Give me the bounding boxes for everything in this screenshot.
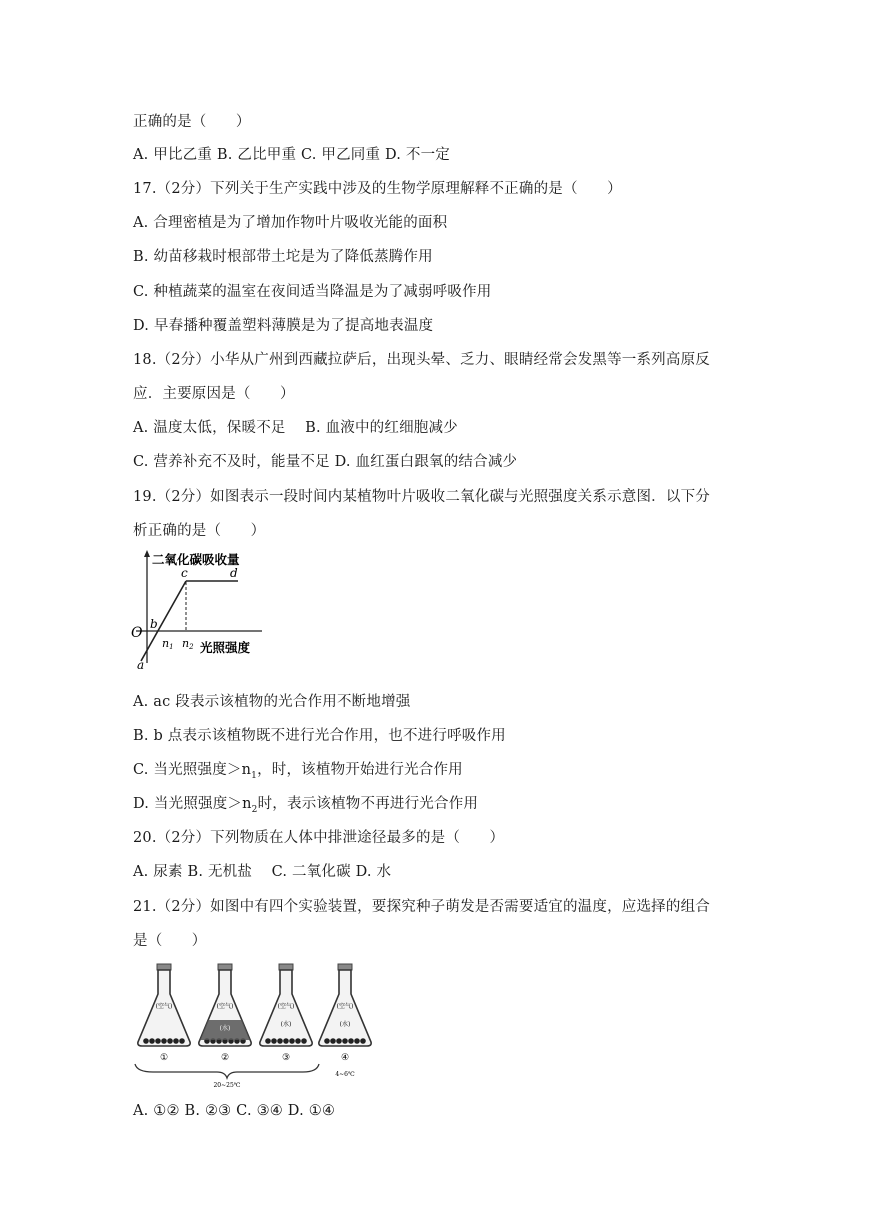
q19-option-d: D. 当光照强度$>n_2$时，表示该植物不再进行光合作用 [133,796,479,815]
point-a-label: a [137,658,145,672]
n1-label: n1 [162,637,174,651]
q19-stem: 19.（2分）如图表示一段时间内某植物叶片吸收二氧化碳与光照强度关系示意图．以下分 [133,489,710,505]
point-d-label: d [230,566,238,580]
q19-stem-cont: 析正确的是（ ） [133,523,266,539]
point-b-label: b [150,617,158,631]
flask-label-1: ① [159,1053,169,1063]
q18-options-cd: C. 营养补充不及时，能量不足 D. 血红蛋白跟氧的结合减少 [133,454,518,470]
q17-option-b: B. 幼苗移栽时根部带土坨是为了降低蒸腾作用 [133,249,433,265]
n2-label: n2 [182,637,194,651]
svg-text:(空气): (空气) [336,1003,354,1010]
q21-stem-cont: 是（ ） [133,933,207,949]
q17-option-a: A. 合理密植是为了增加作物叶片吸收光能的面积 [133,215,448,231]
y-axis-arrow [144,550,150,557]
q20-options: A. 尿素 B. 无机盐 C. 二氧化碳 D. 水 [133,864,392,880]
flask-label-3: ③ [281,1053,291,1063]
q18-stem: 18.（2分）小华从广州到西藏拉萨后，出现头晕、乏力、眼睛经常会发黑等一系列高原反 [133,352,710,368]
flask-4 [319,964,371,1046]
y-label: 二氧化碳吸收量 [152,552,240,567]
text-line: 正确的是（ ） [133,114,251,130]
q16-options: A. 甲比乙重 B. 乙比甲重 C. 甲乙同重 D. 不一定 [133,147,451,163]
q17-option-c: C. 种植蔬菜的温室在夜间适当降温是为了减弱呼吸作用 [133,284,492,300]
q17-stem: 17.（2分）下列关于生产实践中涉及的生物学原理解释不正确的是（ ） [133,181,622,197]
q21-stem: 21.（2分）如图中有四个实验装置，要探究种子萌发是否需要适宜的温度，应选择的组合 [133,899,710,915]
q19-option-b: B. b 点表示该植物既不进行光合作用，也不进行呼吸作用 [133,728,506,744]
svg-text:(水): (水) [339,1021,351,1028]
flask-2 [199,964,251,1046]
x-label: 光照强度 [200,640,251,655]
co2-light-graph [130,548,270,673]
group-brace [135,1064,319,1078]
svg-text:(水): (水) [280,1021,292,1028]
svg-text:(水): (水) [219,1025,231,1032]
flask-1 [138,964,190,1046]
flask-3 [260,964,312,1046]
flask-label-2: ② [220,1053,230,1063]
svg-text:(空气): (空气) [155,1003,173,1010]
origin-label: O [131,625,143,641]
q20-stem: 20.（2分）下列物质在人体中排泄途径最多的是（ ） [133,830,505,846]
q17-option-d: D. 早春播种覆盖塑料薄膜是为了提高地表温度 [133,318,434,334]
q19-option-a: A. ac 段表示该植物的光合作用不断地增强 [133,694,411,710]
flask-label-4: ④ [340,1053,350,1063]
q18-options-ab: A. 温度太低，保暖不足 B. 血液中的红细胞减少 [133,420,458,436]
q18-stem-cont: 应．主要原因是（ ） [133,386,295,402]
seed-flasks-figure [133,960,383,1090]
svg-text:(空气): (空气) [216,1003,234,1010]
temp-single-label: 4~6℃ [335,1071,355,1078]
q19-option-c: C. 当光照强度$>n_1$，时，该植物开始进行光合作用 [133,762,463,781]
point-c-label: c [181,566,188,580]
temp-group-label: 20~25℃ [213,1082,241,1089]
svg-text:(空气): (空气) [277,1003,295,1010]
q21-answer-options: A. ①② B. ②③ C. ③④ D. ①④ [133,1103,336,1119]
